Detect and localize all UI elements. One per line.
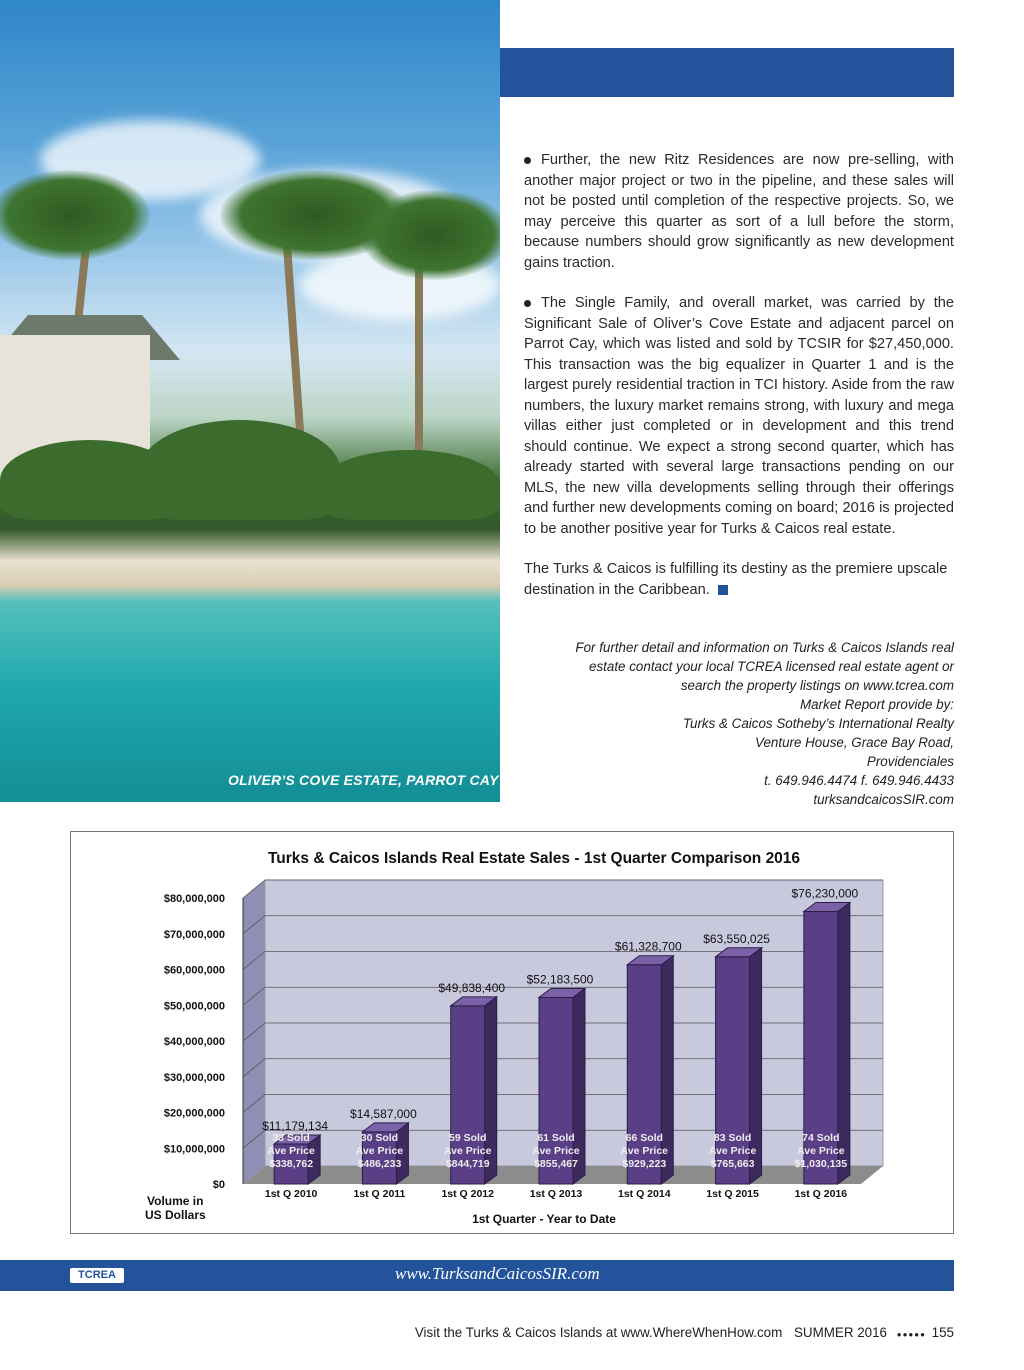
sold-count-label: 33 Sold [272, 1132, 310, 1144]
issue-label: SUMMER 2016 [793, 1325, 888, 1340]
contact-line: search the property listings on www.tcrea.com [680, 678, 954, 693]
x-tick-label: 1st Q 2016 [794, 1188, 848, 1200]
contact-line: For further detail and information on Turks & Caicos Islands real [575, 640, 954, 655]
y-tick-label: $50,000,000 [163, 1000, 225, 1013]
contact-line: t. 649.946.4474 f. 649.946.4433 [764, 773, 954, 788]
contact-line: Providenciales [866, 754, 954, 769]
y-tick-label: $0 [212, 1179, 225, 1191]
chart-svg [71, 832, 953, 1233]
ave-price-label: $765,663 [710, 1158, 755, 1170]
y-tick-label: $30,000,000 [163, 1071, 225, 1084]
bullet-icon [524, 157, 531, 164]
contact-line: Market Report provide by: [799, 697, 954, 712]
ave-price-heading: Ave Price [532, 1145, 580, 1157]
contact-block [514, 638, 954, 809]
y-axis-label-line2: US Dollars [145, 1208, 206, 1222]
x-axis-label: 1st Quarter - Year to Date [472, 1212, 616, 1226]
y-axis-label-line1: Volume in [147, 1194, 204, 1208]
chart-title: Turks & Caicos Islands Real Estate Sales - 1st Quarter Comparison 2016 [267, 850, 801, 867]
contact-line: turksandcaicosSIR.com [813, 792, 954, 807]
data-label: $76,230,000 [791, 886, 859, 901]
ave-price-heading: Ave Price [355, 1145, 404, 1157]
tcrea-logo: TCREA [70, 1268, 124, 1283]
ave-price-label: $855,467 [534, 1158, 578, 1170]
data-label: $61,328,700 [614, 939, 682, 954]
ave-price-label: $486,233 [357, 1158, 402, 1170]
bullet-icon [524, 300, 531, 307]
ave-price-label: $338,762 [269, 1158, 314, 1170]
estate-photo [0, 0, 500, 802]
x-tick-label: 1st Q 2010 [264, 1188, 318, 1200]
sold-count-label: 83 Sold [713, 1132, 752, 1144]
y-tick-label: $10,000,000 [163, 1143, 225, 1156]
data-label: $14,587,000 [350, 1106, 417, 1121]
x-tick-label: 1st Q 2011 [353, 1188, 406, 1200]
bar-side [838, 902, 850, 1184]
page-footer [415, 1325, 954, 1340]
article-body [524, 150, 954, 620]
y-tick-label: $80,000,000 [163, 893, 225, 905]
data-label: $63,550,025 [703, 931, 770, 946]
end-mark-icon [718, 585, 728, 595]
sales-chart [70, 831, 954, 1234]
ave-price-heading: Ave Price [797, 1145, 845, 1157]
website-link[interactable]: www.TurksandCaicosSIR.com [395, 1264, 600, 1283]
article-paragraph: The Turks & Caicos is fulfilling its destiny as the premiere upscale destination in the Caribbean. [524, 561, 948, 598]
y-tick-label: $70,000,000 [163, 928, 225, 941]
contact-line: Turks & Caicos Sotheby’s International Realty [682, 716, 954, 731]
ave-price-heading: Ave Price [708, 1145, 757, 1157]
data-label: $52,183,500 [526, 972, 594, 987]
footer-band [0, 1260, 954, 1291]
y-tick-label: $40,000,000 [163, 1036, 225, 1048]
data-label: $11,179,134 [262, 1119, 329, 1134]
sold-count-label: 66 Sold [625, 1132, 663, 1144]
footer-dots: ●●●●● [896, 1330, 926, 1339]
ave-price-label: $844,719 [445, 1158, 490, 1170]
ave-price-heading: Ave Price [443, 1145, 492, 1157]
sold-count-label: 74 Sold [802, 1132, 840, 1144]
x-tick-label: 1st Q 2014 [618, 1188, 671, 1200]
y-tick-label: $20,000,000 [163, 1107, 225, 1120]
sold-count-label: 30 Sold [360, 1132, 399, 1144]
sold-count-label: 61 Sold [537, 1132, 575, 1144]
x-tick-label: 1st Q 2012 [441, 1188, 494, 1200]
sold-count-label: 59 Sold [449, 1132, 487, 1144]
x-tick-label: 1st Q 2013 [529, 1188, 583, 1200]
header-band [500, 48, 954, 97]
ave-price-label: $929,223 [622, 1158, 667, 1170]
x-tick-label: 1st Q 2015 [706, 1188, 759, 1200]
data-label: $49,838,400 [438, 980, 506, 995]
page-number: 155 [931, 1325, 954, 1340]
ave-price-heading: Ave Price [620, 1145, 669, 1157]
footer-text: Visit the Turks & Caicos Islands at www.WhereWhenHow.com [414, 1325, 783, 1340]
article-paragraph: Further, the new Ritz Residences are now pre-selling, with another major project or two in the pipeline, and these sales will not be posted until completion of the respective projects. So, we may perceive this quarter as sort of a lull before the storm, because numbers should grow significantly as new development gains traction. [524, 152, 954, 271]
ave-price-heading: Ave Price [267, 1145, 315, 1157]
y-tick-label: $60,000,000 [163, 964, 225, 977]
ave-price-label: $1,030,135 [794, 1158, 848, 1170]
contact-line: estate contact your local TCREA licensed real estate agent or [589, 659, 954, 674]
article-paragraph: The Single Family, and overall market, was carried by the Significant Sale of Oliver’s Cove Estate and adjacent parcel on Parrot Cay, which was listed and sold by TCSIR for $27,450,000. This transaction was the big equalizer in Quarter 1 and is the largest purely residential traction in TCI history. Aside from the raw numbers, the luxury market remains strong, with luxury and mega villas either just completed or in development and this trend should continue. We expect a strong second quarter, which has already started with several large transactions pending on our MLS, the new villa developments selling through their offerings and further new developments coming on board; 2016 is projected to be another positive year for Turks & Caicos real estate. [524, 295, 954, 537]
contact-line: Venture House, Grace Bay Road, [755, 735, 954, 750]
photo-caption: OLIVER’S COVE ESTATE, PARROT CAY [228, 772, 499, 788]
